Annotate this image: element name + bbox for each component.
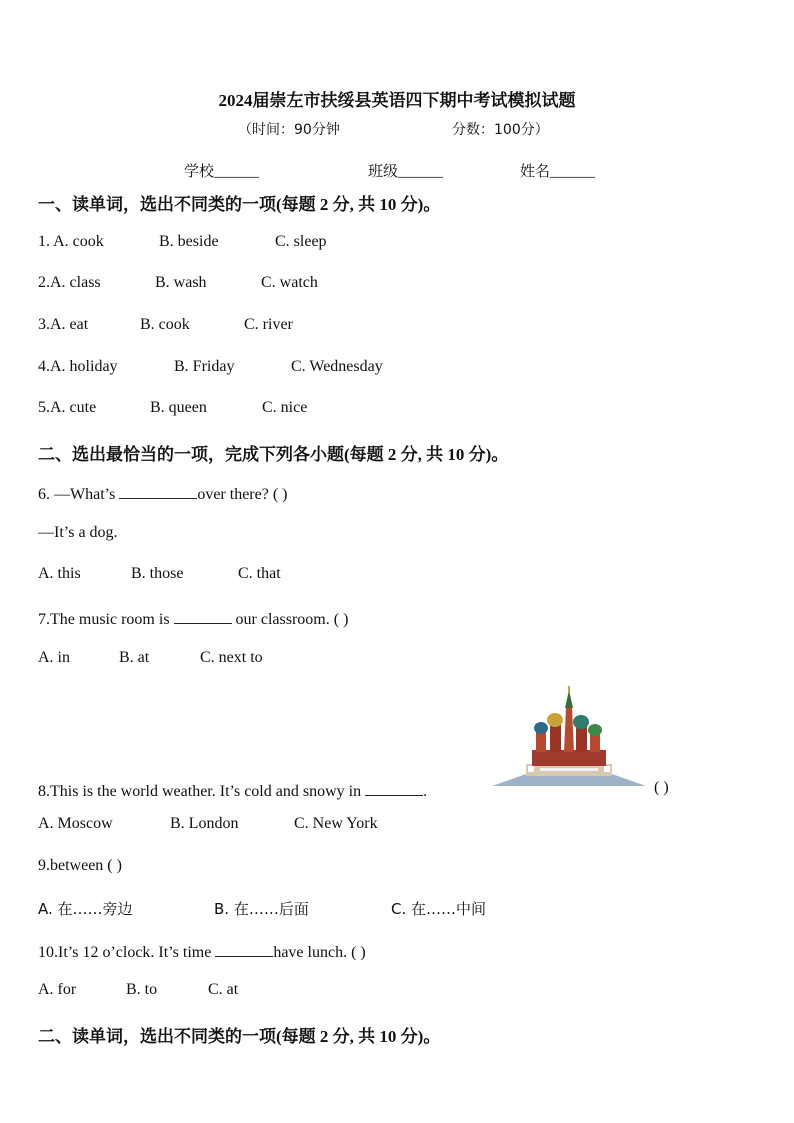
answer-blank[interactable]: [174, 607, 232, 624]
question-4-a: 4.A. holiday: [38, 358, 118, 375]
question-7-post: our classroom. ( ): [231, 611, 349, 628]
moscow-cathedral-image: [492, 686, 646, 788]
answer-blank[interactable]: [119, 482, 197, 499]
question-6-c: C. that: [238, 565, 281, 582]
question-2-c: C. watch: [261, 274, 318, 291]
question-8: [38, 779, 427, 801]
question-4-c: C. Wednesday: [291, 358, 383, 375]
question-7-b: B. at: [119, 649, 150, 666]
question-1-a: 1. A. cook: [38, 233, 104, 250]
name-field: 姓名______: [520, 164, 596, 180]
exam-score: 分数：100分）: [452, 122, 549, 138]
question-8-c: C. New York: [294, 815, 378, 832]
question-4-b: B. Friday: [174, 358, 235, 375]
question-3-a: 3.A. eat: [38, 316, 89, 333]
question-8-post: .: [423, 783, 428, 800]
question-8-b: B. London: [170, 815, 239, 832]
answer-blank[interactable]: [215, 940, 273, 957]
question-10-b: B. to: [126, 981, 158, 998]
question-6-b: B. those: [131, 565, 184, 582]
question-7-a: A. in: [38, 649, 70, 666]
question-7: [38, 607, 348, 629]
question-7-c: C. next to: [200, 649, 263, 666]
question-6-post: over there? ( ): [197, 486, 288, 503]
section-2-heading: 二、选出最恰当的一项，完成下列各小题(每题 2 分, 共 10 分)。: [38, 445, 509, 464]
question-10-pre: 10.It’s 12 o’clock. It’s time: [38, 944, 216, 961]
question-8-pre: 8.This is the world weather. It’s cold and snowy in: [38, 783, 366, 800]
question-3-b: B. cook: [140, 316, 190, 333]
question-2-a: 2.A. class: [38, 274, 101, 291]
question-1-b: B. beside: [159, 233, 219, 250]
question-6-a: A. this: [38, 565, 81, 582]
question-5-c: C. nice: [262, 399, 308, 416]
question-6-pre: 6. —What’s: [38, 486, 120, 503]
question-9-a: A. 在……旁边: [38, 900, 133, 918]
question-2-b: B. wash: [155, 274, 207, 291]
section-3-heading: 二、读单词，选出不同类的一项(每题 2 分, 共 10 分)。: [38, 1027, 441, 1046]
question-10-post: have lunch. ( ): [273, 944, 366, 961]
question-9-c: C. 在……中间: [391, 900, 487, 918]
question-10-a: A. for: [38, 981, 77, 998]
question-8-paren: ( ): [654, 779, 669, 796]
question-3-c: C. river: [244, 316, 293, 333]
question-10: [38, 940, 366, 962]
question-9: 9.between ( ): [38, 857, 122, 874]
question-6: [38, 482, 288, 504]
exam-title: 2024届崇左市扶绥县英语四下期中考试模拟试题: [218, 91, 576, 110]
question-5-a: 5.A. cute: [38, 399, 97, 416]
answer-blank[interactable]: [365, 779, 423, 796]
question-1-c: C. sleep: [275, 233, 327, 250]
school-field: 学校______: [184, 164, 260, 180]
question-7-pre: 7.The music room is: [38, 611, 174, 628]
question-9-b: B. 在……后面: [214, 900, 309, 918]
class-field: 班级______: [368, 164, 444, 180]
question-8-a: A. Moscow: [38, 815, 113, 832]
question-10-c: C. at: [208, 981, 239, 998]
section-1-heading: 一、读单词，选出不同类的一项(每题 2 分, 共 10 分)。: [38, 195, 441, 214]
question-6-answer: —It’s a dog.: [38, 524, 118, 541]
question-5-b: B. queen: [150, 399, 207, 416]
exam-time: （时间：90分钟: [238, 122, 340, 138]
